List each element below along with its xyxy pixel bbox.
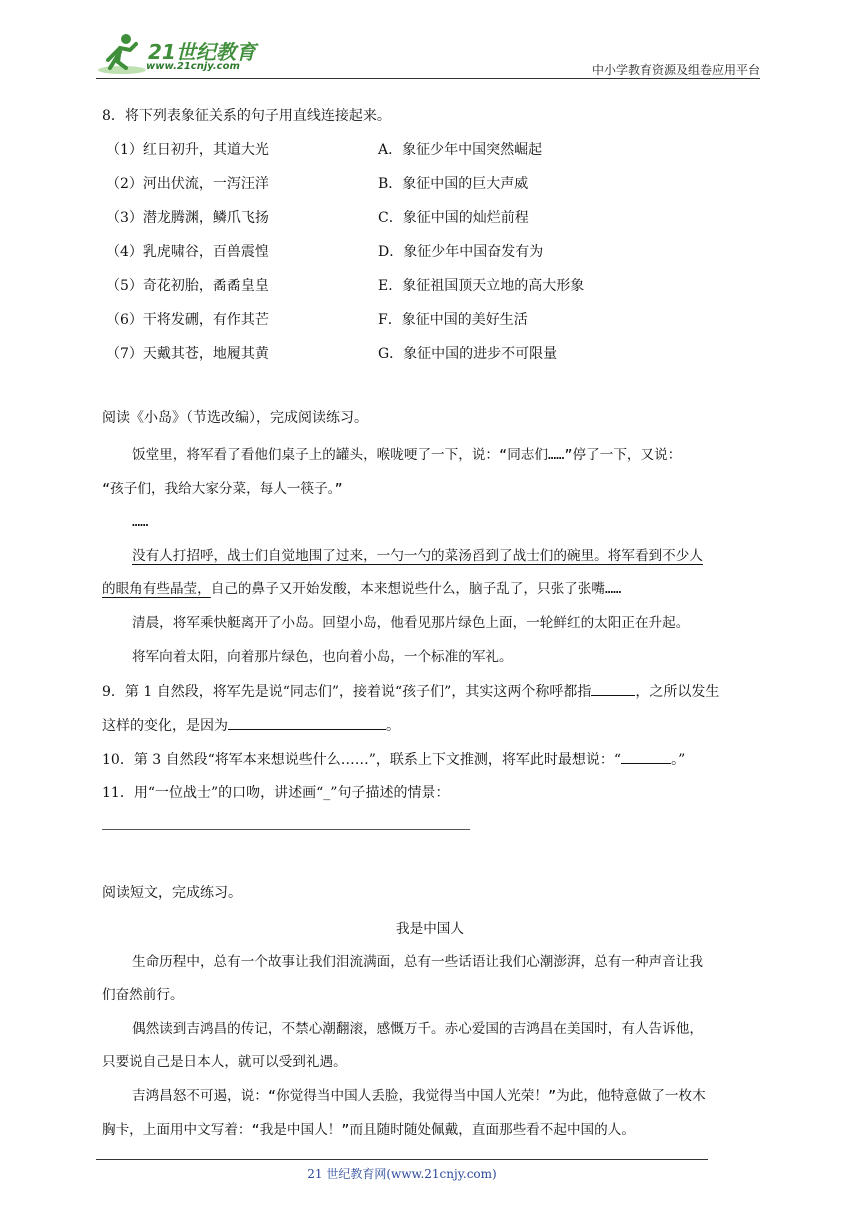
q9-text: 。 xyxy=(386,718,400,734)
q8-right-item: G．象征中国的进步不可限量 xyxy=(378,346,558,362)
q8-right-item: E．象征祖国顶天立地的高大形象 xyxy=(378,278,585,294)
q8-right-item: C．象征中国的灿烂前程 xyxy=(378,210,529,226)
q9-blank-1[interactable] xyxy=(591,681,635,696)
brand-logo xyxy=(96,30,266,76)
q10-text: 。” xyxy=(671,752,686,768)
reading1-paragraph xyxy=(102,579,621,599)
q8-right-item: A．象征少年中国突然崛起 xyxy=(378,142,543,158)
q11-answer-line[interactable] xyxy=(102,829,470,830)
q8-left-item: （5）奇花初胎，矞矞皇皇 xyxy=(106,278,269,294)
underlined-text: 的眼角有些晶莹， xyxy=(102,581,211,597)
reading1-paragraph: 清晨，将军乘快艇离开了小岛。回望小岛，他看见那片绿色上面，一轮鲜红的太阳正在升起。 xyxy=(132,615,690,631)
reading1-intro: 阅读《小岛》（节选改编），完成阅读练习。 xyxy=(102,410,368,426)
q10-text: 10．第 3 自然段“将军本来想说些什么……”，联系上下文推测，将军此时最想说：“ xyxy=(102,752,622,768)
q9-blank-2[interactable] xyxy=(228,715,386,730)
brand-url: www.21cnjy.com xyxy=(146,61,240,72)
q8-right-item: D．象征少年中国奋发有为 xyxy=(378,244,544,260)
footer-link[interactable]: 21 世纪教育网(www.21cnjy.com) xyxy=(307,1167,497,1181)
header-divider xyxy=(96,78,760,79)
q8-left-item: （3）潜龙腾渊，鳞爪飞扬 xyxy=(106,210,269,226)
reading2-paragraph: 们奋然前行。 xyxy=(102,987,184,1003)
q9-text: 9．第 1 自然段，将军先是说“同志们”，接着说“孩子们”，其实这两个称呼都指 xyxy=(102,684,592,700)
q8-right-item: B．象征中国的巨大声威 xyxy=(378,176,529,192)
q8-prompt: 8．将下列表象征关系的句子用直线连接起来。 xyxy=(102,108,391,124)
q8-left-item: （7）天戴其苍，地履其黄 xyxy=(106,346,269,362)
q8-left-item: （6）干将发硎，有作其芒 xyxy=(106,312,269,328)
brand-name: 21世纪教育 xyxy=(148,40,256,64)
q8-left-item: （1）红日初升，其道大光 xyxy=(106,142,269,158)
runner-logo-icon xyxy=(96,30,148,76)
reading1-paragraph: 饭堂里，将军看了看他们桌子上的罐头，喉咙哽了一下，说：“同志们……”停了一下，又说： xyxy=(132,447,682,463)
footer-divider xyxy=(96,1159,708,1160)
header-platform-text: 中小学教育资源及组卷应用平台 xyxy=(591,63,760,77)
q10-line xyxy=(102,749,685,770)
reading2-title: 我是中国人 xyxy=(396,921,464,937)
q9-text: ，之所以发生 xyxy=(635,684,720,700)
q8-right-item: F．象征中国的美好生活 xyxy=(378,312,528,328)
q9-line2 xyxy=(102,715,400,736)
reading2-paragraph: 吉鸿昌怒不可遏，说：“你觉得当中国人丢脸，我觉得当中国人光荣！”为此，他特意做了一枚木 xyxy=(132,1088,706,1104)
page-header xyxy=(96,30,760,80)
q8-left-item: （2）河出伏流，一泻汪洋 xyxy=(106,176,269,192)
reading2-paragraph: 胸卡，上面用中文写着：“我是中国人！”而且随时随处佩戴，直面那些看不起中国的人。 xyxy=(102,1122,635,1138)
reading2-paragraph: 偶然读到吉鸿昌的传记，不禁心潮翻滚，感慨万千。赤心爱国的吉鸿昌在美国时，有人告诉他， xyxy=(132,1021,703,1037)
q9-text: 这样的变化，是因为 xyxy=(102,718,228,734)
reading1-ellipsis: …… xyxy=(132,514,149,530)
q8-left-item: （4）乳虎啸谷，百兽震惶 xyxy=(106,244,269,260)
reading1-paragraph: 将军向着太阳，向着那片绿色，也向着小岛，一个标准的军礼。 xyxy=(132,649,513,665)
q9-line1 xyxy=(102,681,719,702)
q10-blank[interactable] xyxy=(621,749,671,764)
q11-prompt: 11．用“一位战士”的口吻，讲述画“_”句子描述的情景： xyxy=(102,785,450,801)
reading1-paragraph: “孩子们，我给大家分菜，每人一筷子。” xyxy=(102,481,343,497)
reading2-paragraph: 生命历程中，总有一个故事让我们泪流满面，总有一些话语让我们心潮澎湃，总有一种声音让我 xyxy=(132,954,703,970)
paragraph-text: 自己的鼻子又开始发酸，本来想说些什么，脑子乱了，只张了张嘴…… xyxy=(210,581,622,597)
reading2-paragraph: 只要说自己是日本人，就可以受到礼遇。 xyxy=(102,1054,347,1070)
reading2-intro: 阅读短文，完成练习。 xyxy=(102,885,242,901)
reading1-underlined-paragraph: 没有人打招呼，战士们自觉地围了过来，一勺一勺的菜汤舀到了战士们的碗里。将军看到不少人 xyxy=(132,548,703,564)
